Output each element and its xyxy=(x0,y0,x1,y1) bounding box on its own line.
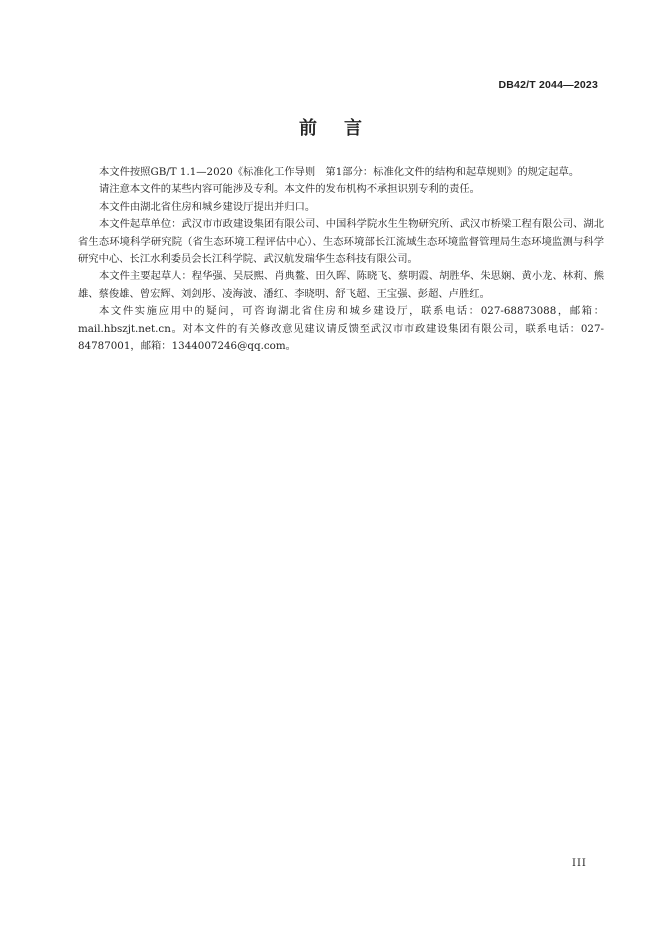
page-number: III xyxy=(572,858,587,869)
page-title xyxy=(0,114,662,140)
paragraph-proposer: 本文件由湖北省住房和城乡建设厅提出并归口。 xyxy=(99,200,316,213)
paragraph-patent-notice: 请注意本文件的某些内容可能涉及专利。本文件的发布机构不承担识别专利的责任。 xyxy=(99,183,480,196)
paragraph-drafting-rules: 本文件按照GB/T 1.1—2020《标准化工作导则 第1部分：标准化文件的结构和起草规则》的规定起草。 xyxy=(99,166,580,178)
document-code: DB42/T 2044—2023 xyxy=(498,79,598,91)
paragraph-contact-info: 本文件实施应用中的疑问，可咨询湖北省住房和城乡建设厅，联系电话：027-68873088，邮箱：mail.hbszjt.net.cn。对本文件的有关修改意见建议请反馈至武汉市市政建设集团有限公司，联系电话：027-84787001，邮箱：1344007246@qq.com。 xyxy=(78,305,604,353)
paragraph-main-drafters: 本文件主要起草人：程华强、吴辰熙、肖典鳌、田久晖、陈晓飞、蔡明霞、胡胜华、朱思娴、黄小龙、林莉、熊雄、蔡俊雄、曾宏辉、刘剑彤、凌海波、潘红、李晓明、舒飞超、王宝强、彭超、卢胜红。 xyxy=(78,270,604,300)
foreword-body xyxy=(78,164,604,355)
page-title-char-2: 言 xyxy=(344,118,363,139)
paragraph-drafting-organizations: 本文件起草单位：武汉市市政建设集团有限公司、中国科学院水生生物研究所、武汉市桥梁工程有限公司、湖北省生态环境科学研究院（省生态环境工程评估中心）、生态环境部长江流域生态环境监督管理局生态环境监测与科学研究中心、长江水利委员会长江科学院、武汉航发瑞华生态科技有限公司。 xyxy=(78,218,604,266)
page-title-char-1: 前 xyxy=(299,118,318,139)
